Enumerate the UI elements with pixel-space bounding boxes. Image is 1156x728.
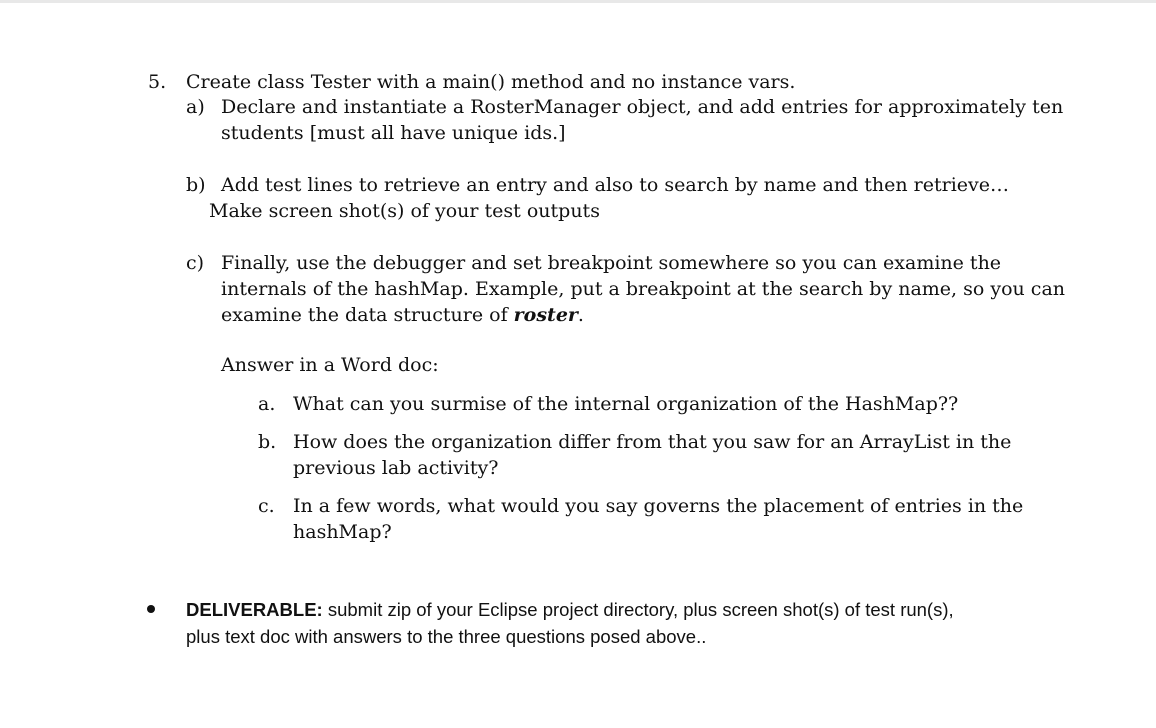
answer-intro: Answer in a Word doc: [221, 354, 439, 376]
sub-question-a-line-1: What can you surmise of the internal organization of the HashMap?? [293, 393, 959, 415]
part-c-line-2: internals of the hashMap. Example, put a breakpoint at the search by name, so you can [221, 278, 1066, 300]
part-c-line-3-suffix: . [577, 304, 584, 326]
sub-question-b-line-2: previous lab activity? [293, 457, 499, 479]
part-b-label: b) [186, 174, 206, 196]
sub-question-b-label: b. [258, 431, 277, 453]
deliverable-line-2: plus text doc with answers to the three questions posed above.. [186, 626, 707, 647]
sub-question-c-line-1: In a few words, what would you say governs the placement of entries in the [293, 495, 1024, 517]
question-number: 5. [148, 71, 167, 93]
part-b-line-2: Make screen shot(s) of your test outputs [209, 200, 600, 222]
part-c-label: c) [186, 252, 205, 274]
sub-question-c-line-2: hashMap? [293, 521, 392, 543]
sub-question-c-label: c. [258, 495, 275, 517]
part-c-line-1: Finally, use the debugger and set breakpoint somewhere so you can examine the [221, 252, 1002, 274]
part-c-line-3-prefix: examine the data structure of [221, 304, 514, 326]
part-b-line-1: Add test lines to retrieve an entry and also to search by name and then retrieve… [221, 174, 1010, 196]
question-title: Create class Tester with a main() method and no instance vars. [186, 71, 796, 93]
part-a-line-2: students [must all have unique ids.] [221, 122, 566, 144]
roster-emphasis: roster [513, 304, 578, 326]
sub-question-a-label: a. [258, 393, 276, 415]
part-c-line-3 [221, 302, 584, 328]
deliverable-line-1-rest: submit zip of your Eclipse project directory, plus screen shot(s) of test run(s), [322, 599, 954, 620]
deliverable-line-1 [186, 597, 954, 623]
deliverable-label: DELIVERABLE: [186, 599, 323, 620]
part-a-label: a) [186, 96, 205, 118]
sub-question-b-line-1: How does the organization differ from that you saw for an ArrayList in the [293, 431, 1012, 453]
part-a-line-1: Declare and instantiate a RosterManager object, and add entries for approximately ten [221, 96, 1064, 118]
page-top-edge [0, 0, 1156, 3]
bullet-icon [147, 605, 155, 613]
